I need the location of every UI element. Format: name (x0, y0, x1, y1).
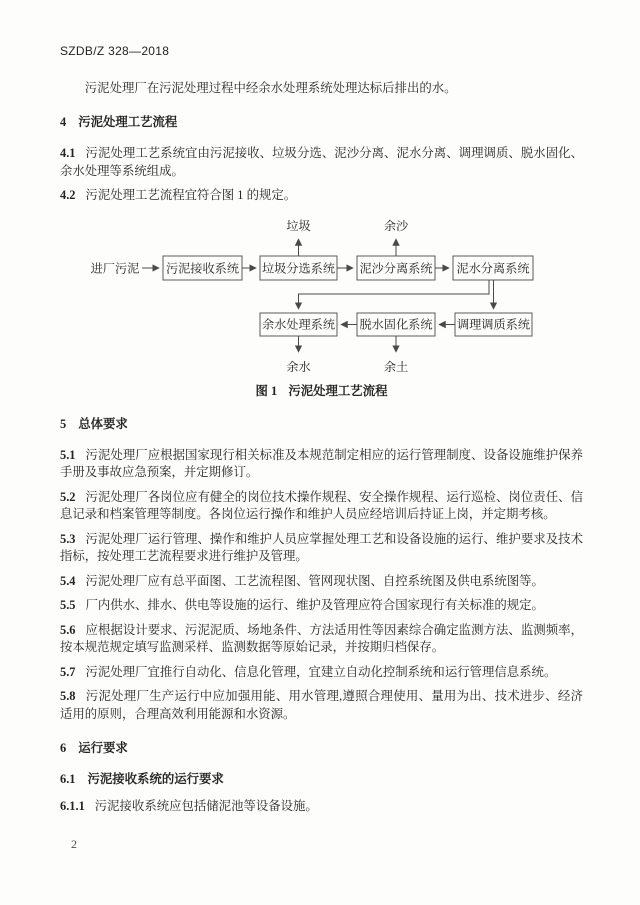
flow-box-sludge-receiving-label: 污泥接收系统 (165, 261, 240, 275)
clause-5-7 (60, 664, 583, 682)
clause-5-4-text: 污泥处理厂应有总平面图、工艺流程图、管网现状图、自控系统图及供电系统图等。 (85, 573, 544, 588)
flowchart-diagram (60, 213, 583, 381)
clause-5-1-number: 5.1 (60, 447, 76, 462)
subsection-6-1-heading (60, 771, 583, 788)
flow-box-residual-water-treatment-label: 余水处理系统 (261, 317, 336, 331)
clause-4-2 (60, 187, 583, 205)
clause-5-6-number: 5.6 (60, 622, 76, 637)
section-5-number: 5 (60, 416, 67, 431)
section-5-title: 总体要求 (78, 416, 128, 431)
section-4-title: 污泥处理工艺流程 (78, 115, 178, 129)
clause-5-2 (60, 489, 583, 524)
flow-box-garbage-sorting-label: 垃圾分选系统 (261, 261, 336, 275)
figure-1-caption (60, 384, 583, 399)
clause-6-1-1 (60, 798, 583, 816)
clause-5-7-text: 污泥处理厂宜推行自动化、信息化管理，宜建立自动化控制系统和运行管理信息系统。 (85, 664, 557, 679)
figure-1-caption-label: 图 1 (255, 383, 278, 398)
clause-5-4 (60, 573, 583, 591)
flow-source-label: 进厂污泥 (90, 261, 140, 275)
flow-box-sand-separation-label: 泥沙分离系统 (359, 261, 433, 275)
flow-box-dewatering-solidification-label: 脱水固化系统 (359, 317, 433, 331)
clause-5-8-number: 5.8 (60, 689, 76, 703)
clause-5-2-number: 5.2 (60, 489, 76, 504)
clause-5-3-number: 5.3 (60, 531, 76, 546)
clause-5-5 (60, 597, 583, 615)
figure-1-process-flowchart (60, 213, 583, 399)
subsection-6-1-title: 污泥接收系统的运行要求 (87, 772, 224, 786)
clause-4-1-text: 污泥处理工艺系统宜由污泥接收、垃圾分选、泥沙分离、泥水分离、调理调质、脱水固化、余水处理等系统组成。 (60, 146, 583, 178)
section-6-number: 6 (60, 741, 67, 755)
section-6-heading (60, 740, 583, 757)
flow-output-sand-label: 余沙 (383, 218, 409, 233)
clause-5-5-number: 5.5 (60, 598, 76, 612)
clause-5-8 (60, 688, 583, 723)
clause-5-3 (60, 531, 583, 566)
section-4-number: 4 (60, 115, 67, 129)
flow-box-conditioning-label: 调理调质系统 (456, 317, 531, 331)
clause-5-1 (60, 447, 583, 482)
section-5-heading (60, 416, 583, 433)
clause-5-7-number: 5.7 (60, 664, 76, 679)
flow-output-garbage-label: 垃圾 (286, 218, 311, 233)
clause-5-4-number: 5.4 (60, 573, 76, 588)
clause-5-8-text: 污泥处理厂生产运行中应加强用能、用水管理,遵照合理使用、量用为出、技术进步、经济适用的原则，合理高效利用能源和水资源。 (60, 689, 583, 721)
flow-output-soil-label: 余土 (383, 359, 409, 374)
clause-5-1-text: 污泥处理厂应根据国家现行相关标准及本规范制定相应的运行管理制度、设备设施维护保养手册及事故应急预案，并定期修订。 (60, 447, 583, 479)
clause-5-2-text: 污泥处理厂各岗位应有健全的岗位技术操作规程、安全操作规程、运行巡检、岗位责任、信息记录和档案管理等制度。各岗位运行操作和维护人员应经培训后持证上岗，并定期考核。 (60, 489, 583, 521)
clause-5-3-text: 污泥处理厂运行管理、操作和维护人员应掌握处理工艺和设备设施的运行、维护要求及技术指标，按处理工艺流程要求进行维护及管理。 (60, 531, 583, 563)
flow-output-water-label: 余水 (286, 359, 311, 374)
intro-paragraph: 污泥处理厂在污泥处理过程中经余水处理系统处理达标后排出的水。 (84, 81, 457, 95)
clause-4-2-text: 污泥处理工艺流程宜符合图 1 的规定。 (85, 188, 297, 202)
figure-1-caption-title: 污泥处理工艺流程 (288, 383, 388, 398)
page-number: 2 (71, 837, 77, 851)
clause-6-1-1-text: 污泥接收系统应包括储泥池等设备设施。 (94, 799, 318, 813)
clause-4-1-number: 4.1 (60, 146, 76, 160)
arrow-mudwater-to-residual-water (299, 280, 490, 309)
clause-5-6 (60, 622, 583, 657)
clause-4-1 (60, 145, 583, 180)
clause-5-5-text: 厂内供水、排水、供电等设施的运行、维护及管理应符合国家现行有关标准的规定。 (85, 598, 544, 612)
subsection-6-1-number: 6.1 (60, 772, 76, 786)
document-code: SZDB/Z 328—2018 (60, 44, 170, 58)
section-4-heading (60, 114, 583, 131)
flow-box-mud-water-separation-label: 泥水分离系统 (456, 261, 530, 275)
clause-4-2-number: 4.2 (60, 188, 76, 202)
section-6-title: 运行要求 (78, 741, 128, 755)
clause-6-1-1-number: 6.1.1 (60, 799, 85, 813)
clause-5-6-text: 应根据设计要求、污泥泥质、场地条件、方法适用性等因素综合确定监测方法、监测频率，按本规范规定填写监测采样、监测数据等原始记录，并按期归档保存。 (60, 622, 583, 654)
